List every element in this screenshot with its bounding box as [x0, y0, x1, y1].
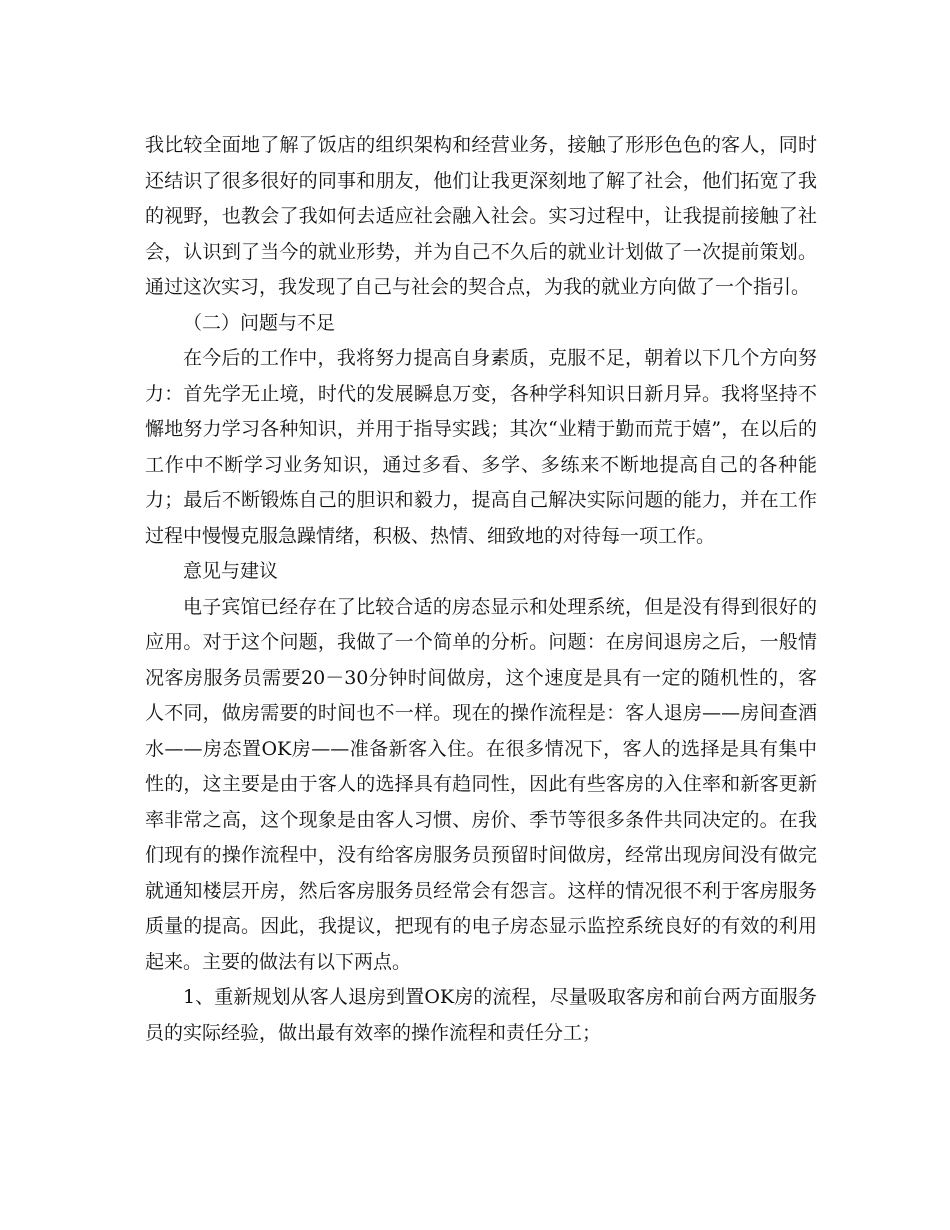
section-heading-problems: （二）问题与不足	[183, 311, 336, 334]
paragraph-improvement-directions: 在今后的工作中，我将努力提高自身素质，克服不足，朝着以下几个方向努力：首先学无止境，时代的发展瞬息万变，各种学科知识日新月异。我将坚持不懈地努力学习各种知识，并用于指导实践；其次“业精于勤而荒于嬉”，在以后的工作中不断学习业务知识，通过多看、多学、多练来不断地提高自己的各种能力；最后不断锻炼自己的胆识和毅力，提高自己解决实际问题的能力，并在工作过程中慢慢克服急躁情绪，积极、热情、细致地的对待每一项工作。	[145, 347, 817, 547]
paragraph-internship-gains: 我比较全面地了解了饭店的组织架构和经营业务，接触了形形色色的客人，同时还结识了很多很好的同事和朋友，他们让我更深刻地了解了社会，他们拓宽了我的视野，也教会了我如何去适应社会融入社会。实习过程中，让我提前接触了社会，认识到了当今的就业形势，并为自己不久后的就业计划做了一次提前策划。通过这次实习，我发现了自己与社会的契合点，为我的就业方向做了一个指引。	[145, 134, 817, 298]
paragraph-room-status-analysis: 电子宾馆已经存在了比较合适的房态显示和处理系统，但是没有得到很好的应用。对于这个问题，我做了一个简单的分析。问题：在房间退房之后，一般情况客房服务员需要20－30分钟时间做房，这个速度是具有一定的随机性的，客人不同，做房需要的时间也不一样。现在的操作流程是：客人退房——房间查酒水——房态置OK房——准备新客入住。在很多情况下，客人的选择是具有集中性的，这主要是由于客人的选择具有趋同性，因此有些客房的入住率和新客更新率非常之高，这个现象是由客人习惯、房价、季节等很多条件共同决定的。在我们现有的操作流程中，没有给客房服务员预留时间做房，经常出现房间没有做完就通知楼层开房，然后客房服务员经常会有怨言。这样的情况很不利于客房服务质量的提高。因此，我提议，把现有的电子房态显示监控系统良好的有效的利用起来。主要的做法有以下两点。	[145, 595, 817, 973]
section-heading-suggestions: 意见与建议	[183, 560, 279, 582]
document-body	[145, 128, 817, 1051]
paragraph-suggestion-1: 1、重新规划从客人退房到置OK房的流程，尽量吸取客房和前台两方面服务员的实际经验，做出最有效率的操作流程和责任分工；	[145, 986, 817, 1044]
